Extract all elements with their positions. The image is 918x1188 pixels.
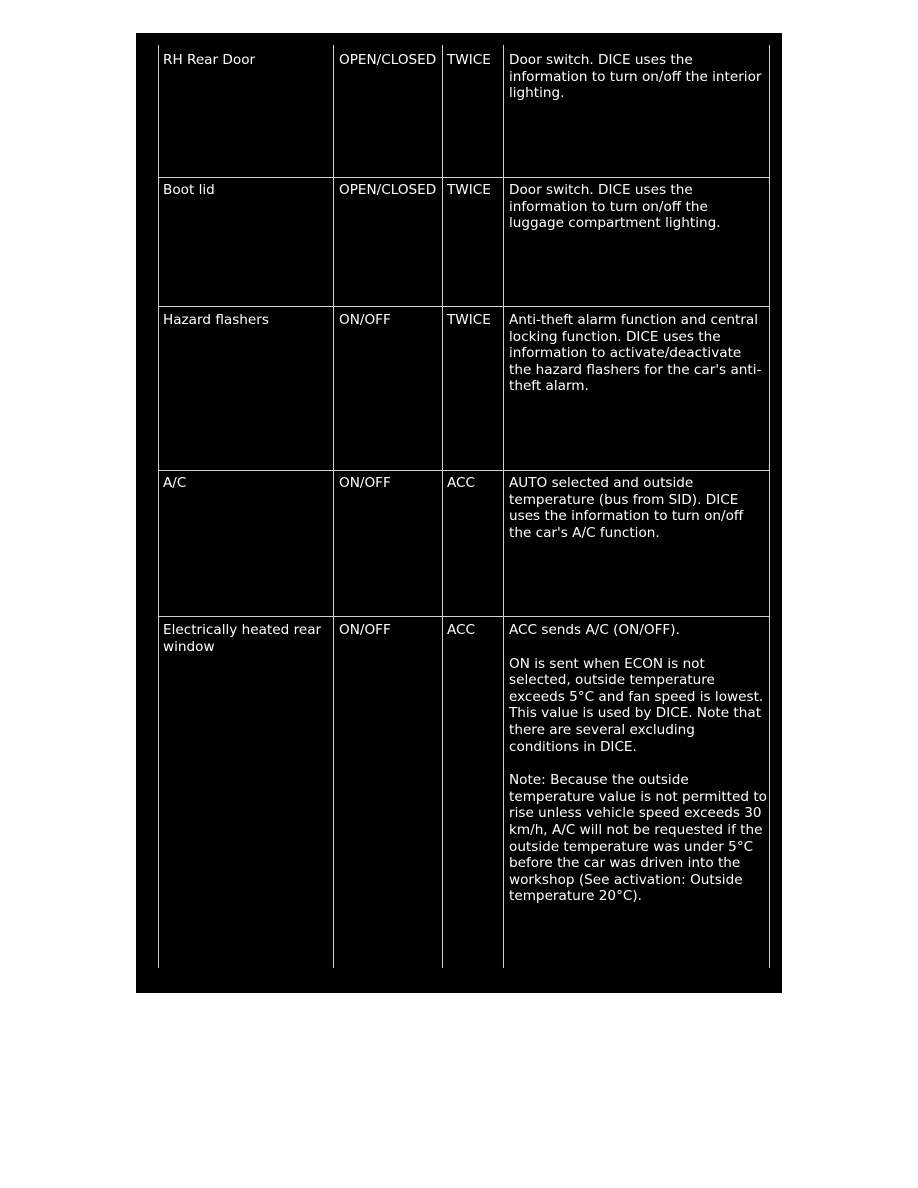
state-cell: ON/OFF: [339, 475, 391, 491]
frequency-cell: ACC: [447, 475, 476, 491]
table-border-left: [158, 45, 159, 968]
component-cell: Electrically heated rear window: [163, 622, 322, 655]
row-divider: [158, 306, 770, 307]
row-divider: [158, 177, 770, 178]
component-cell: Boot lid: [163, 182, 215, 198]
description-text: Door switch. DICE uses the information to turn on/off the luggage compartment lighting.: [509, 182, 721, 232]
description-text: Anti-theft alarm function and central locking function. DICE uses the information to activate/deactivate the hazard flashers for the car's anti-theft alarm.: [509, 312, 762, 395]
state-cell: ON/OFF: [339, 312, 391, 328]
frequency-cell: TWICE: [447, 182, 491, 198]
state-cell: ON/OFF: [339, 622, 391, 638]
frequency-cell: TWICE: [447, 312, 491, 328]
frequency-cell: TWICE: [447, 52, 491, 68]
component-cell: A/C: [163, 475, 187, 491]
description-text: Door switch. DICE uses the information to turn on/off the interior lighting.: [509, 52, 762, 102]
description-cell: [509, 182, 767, 232]
state-cell: OPEN/CLOSED: [339, 52, 437, 68]
description-cell: [509, 475, 767, 541]
column-divider: [333, 45, 334, 968]
description-cell: [509, 622, 767, 905]
column-divider: [503, 45, 504, 968]
description-text: ACC sends A/C (ON/OFF).: [509, 622, 680, 638]
state-cell: OPEN/CLOSED: [339, 182, 437, 198]
table-border-right: [769, 45, 770, 968]
description-text: AUTO selected and outside temperature (bus from SID). DICE uses the information to turn on/off the car's A/C function.: [509, 475, 744, 541]
signal-table: [158, 45, 770, 968]
description-cell: [509, 312, 767, 395]
frequency-cell: ACC: [447, 622, 476, 638]
component-cell: RH Rear Door: [163, 52, 256, 68]
description-text: ON is sent when ECON is not selected, outside temperature exceeds 5°C and fan speed is lowest. This value is used by DICE. Note that there are several excluding conditions in DICE.: [509, 655, 764, 755]
description-cell: [509, 52, 767, 102]
component-cell: Hazard flashers: [163, 312, 269, 328]
row-divider: [158, 616, 770, 617]
description-note: Note: Because the outside temperature value is not permitted to rise unless vehicle speed exceeds 30 km/h, A/C will not be requested if the outside temperature was under 5°C before the car was driven into the workshop (See activation: Outside temperature 20°C).: [509, 772, 767, 905]
row-divider: [158, 470, 770, 471]
document-panel: [136, 33, 782, 993]
